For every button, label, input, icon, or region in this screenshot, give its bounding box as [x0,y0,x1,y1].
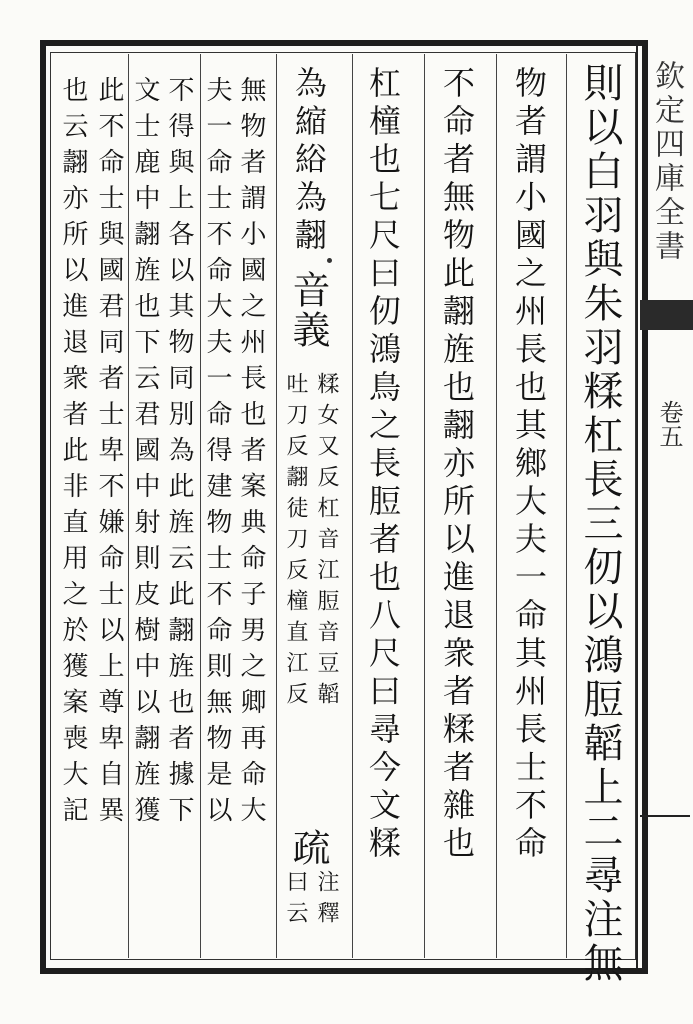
text-column-4: 杠橦也七尺曰仞鴻鳥之長脰者也八尺曰尋今文糅 [364,66,402,864]
fish-tail-mark [640,300,693,330]
shu-note-left: 曰云 [283,870,308,932]
punctuation-dot [327,258,332,263]
banxin-title: 欽定四庫全書 [649,60,684,264]
shu-marker: 疏 [286,828,330,868]
column-rule [276,54,277,958]
commentary-column-1: 無物者謂小國之州長也者案典命子男之卿再命大 [236,76,266,832]
text-column-5-main: 為縮綌為翿 [290,66,328,256]
shu-note-right: 注釋 [314,870,339,932]
column-rule [496,54,497,958]
yinyi-note-left: 吐刀反翿徒刀反橦直江反 [283,372,308,713]
yinyi-note-right: 糅女又反杠音江脰音豆韜 [314,372,339,713]
yinyi-marker: 音義 [286,270,330,350]
commentary-column-4: 文士鹿中翿旌也下云君國中射則皮樹中以翿旌獲 [130,76,160,832]
commentary-column-2: 夫一命士不命大夫一命得建物士不命則無物是以 [202,76,232,832]
commentary-column-3: 不得與上各以其物同別為此旌云此翿旌也者據下 [164,76,194,832]
text-column-1: 則以白羽與朱羽糅杠長三仞以鴻脰韜上二尋注無 [577,62,623,986]
commentary-column-5: 此不命士與國君同者士卑不嫌命士以上尊卑自異 [94,76,124,832]
text-column-3: 不命者無物此翿旌也翿亦所以進退衆者糅者雜也 [438,66,476,864]
column-rule [352,54,353,958]
banxin-juan-number: 卷五 [655,400,683,448]
banxin-tick-mark [640,815,690,817]
text-column-2: 物者謂小國之州長也其鄉大夫一命其州長士不命 [510,66,548,864]
column-rule [424,54,425,958]
commentary-column-6: 也云翿亦所以進退衆者此非直用之於獲案喪大記 [58,76,88,832]
column-rule [566,54,567,958]
